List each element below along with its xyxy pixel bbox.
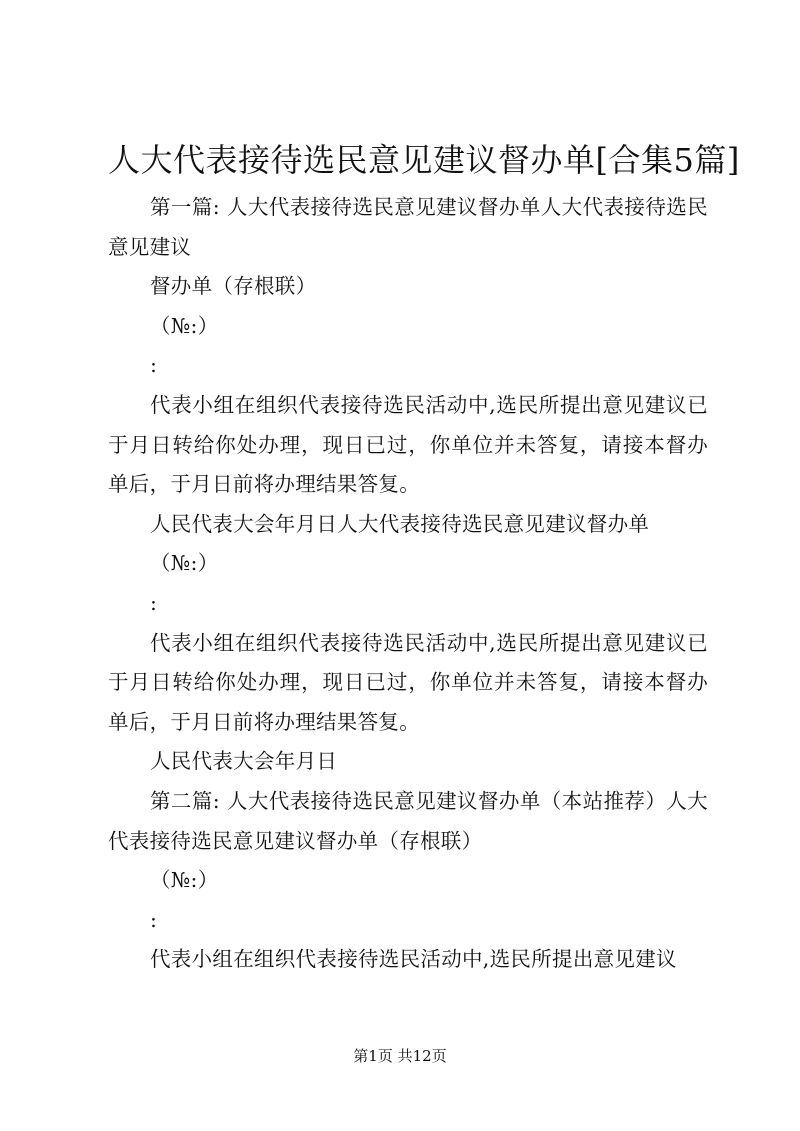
paragraph: 人民代表大会年月日人大代表接待选民意见建议督办单 xyxy=(150,511,650,536)
paragraph: 代表小组在组织代表接待选民活动中,选民所提出意见建议已于月日转给你处办理，现日已过，你单位并未答复，请接本督办单后，于月日前将办理结果答复。 xyxy=(108,392,708,497)
paragraph: : xyxy=(150,907,158,932)
paragraph: （№:） xyxy=(150,551,219,576)
paragraph: （№:） xyxy=(150,868,219,893)
paragraph: 第二篇: 人大代表接待选民意见建议督办单（本站推荐）人大代表接待选民意见建议督办单（存根联） xyxy=(108,788,708,853)
document-body xyxy=(108,188,708,980)
paragraph: 代表小组在组织代表接待选民活动中,选民所提出意见建议已于月日转给你处办理，现日已过，你单位并未答复，请接本督办单后，于月日前将办理结果答复。 xyxy=(108,630,708,734)
paragraph: : xyxy=(150,590,158,615)
paragraph: 代表小组在组织代表接待选民活动中,选民所提出意见建议 xyxy=(150,947,677,972)
paragraph: : xyxy=(150,353,158,378)
paragraph: 第一篇: 人大代表接待选民意见建议督办单人大代表接待选民意见建议 xyxy=(108,195,708,259)
paragraph: 人民代表大会年月日 xyxy=(150,749,338,774)
page-number-footer: 第1页 共12页 xyxy=(353,1047,447,1065)
document-title: 人大代表接待选民意见建议督办单[合集5篇] xyxy=(108,141,740,179)
paragraph: 督办单（存根联） xyxy=(150,274,317,299)
paragraph: （№:） xyxy=(150,313,219,338)
